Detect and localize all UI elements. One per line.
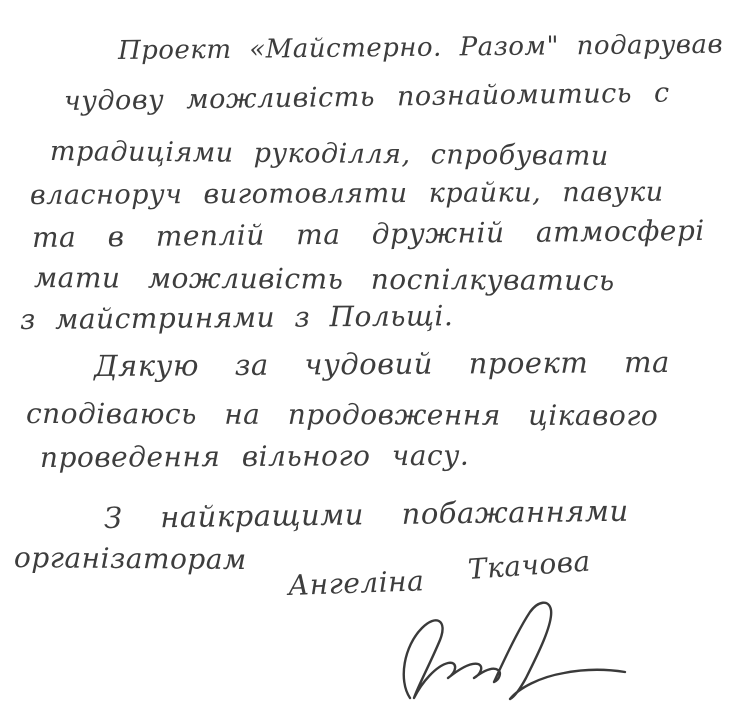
handwriting-line-7: з майстринями з Польщі. (19, 299, 454, 336)
handwriting-line-3: традиціями рукоділля, спробувати (49, 136, 609, 172)
handwriting-line-4: власноруч виготовляти крайки, павуки (29, 176, 664, 211)
handwriting-line-10: проведення вільного часу. (39, 438, 470, 474)
signature-last-name: Ткачова (466, 544, 592, 586)
handwriting-line-5: та в теплій та дружній атмосфері (31, 213, 705, 254)
signature-flourish (378, 592, 636, 712)
handwriting-line-8: Дякую за чудовий проект та (93, 344, 670, 383)
signature-first-name: Ангеліна (287, 564, 425, 602)
handwriting-line-1: Проект «Майстерно. Разом" подарував (117, 29, 724, 66)
handwriting-line-11: З найкращими побажаннями (103, 493, 629, 535)
handwriting-line-9: сподіваюсь на продовження цікавого (25, 397, 659, 433)
handwriting-line-12: організаторам (13, 541, 247, 577)
handwriting-line-6: мати можливість поспілкуватись (33, 261, 615, 298)
handwriting-line-2: чудову можливість познайомитись с (63, 77, 670, 117)
